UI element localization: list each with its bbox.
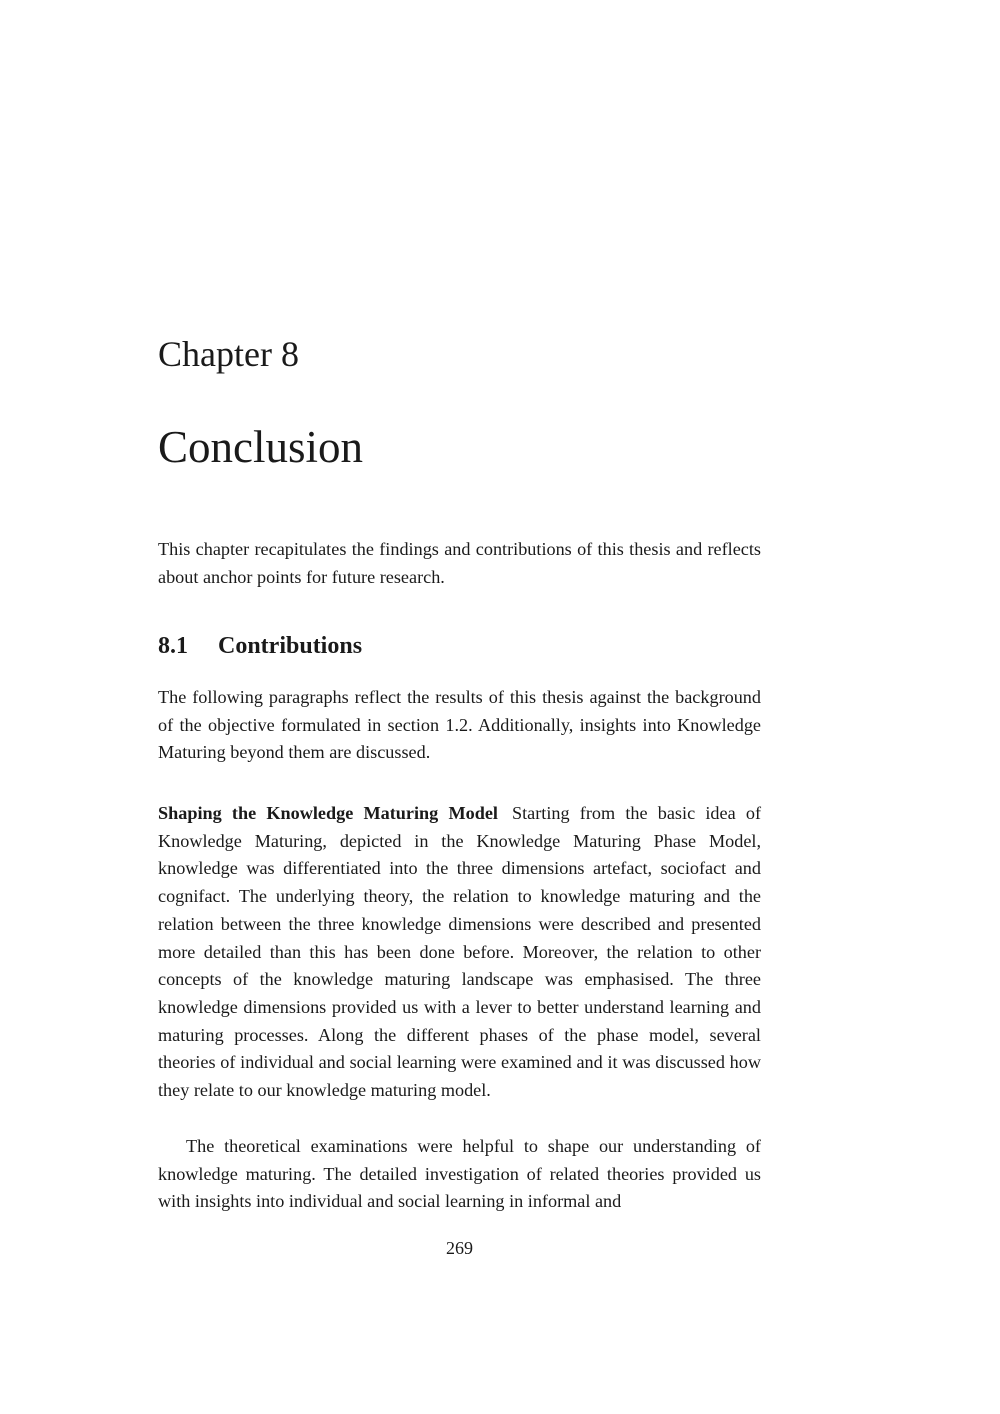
paragraph-2-text: Starting from the basic idea of Knowledge Maturing, depicted in the Knowledge Maturing Phase Model, knowledge was differentiated into the three dimensions artefact, sociofact and cognifact. The underlying theory, the relation to knowledge maturing and the relation between the three knowledge dimensions were described and presented more detailed than this has been done before. Moreover, the relation to other concepts of the knowledge maturing landscape was emphasised. The three knowledge dimensions provided us with a lever to better understand learning and maturing processes. Along the different phases of the phase model, several theories of individual and social learning were examined and it was discussed how they relate to our knowledge maturing model. bbox=[158, 803, 762, 1101]
page-number: 269 bbox=[446, 1238, 473, 1258]
chapter-label: Chapter 8 bbox=[158, 334, 299, 374]
section-heading bbox=[158, 630, 362, 662]
paragraph-3: The theoretical examinations were helpful to shape our understanding of knowledge maturing. The detailed investigation of related theories provided us with insights into individual and social learning in informal and bbox=[158, 1136, 761, 1212]
chapter-intro: This chapter recapitulates the findings and contributions of this thesis and reflects about anchor points for future research. bbox=[158, 539, 761, 587]
paragraph-1: The following paragraphs reflect the results of this thesis against the background of the objective formulated in section 1.2. Additionally, insights into Knowledge Maturing beyond them are discussed. bbox=[158, 687, 761, 763]
paragraph-2 bbox=[158, 800, 761, 1105]
paragraph-2-runin-heading: Shaping the Knowledge Maturing Model bbox=[158, 803, 498, 823]
section-title: Contributions bbox=[218, 633, 363, 659]
section-number: 8.1 bbox=[158, 633, 188, 659]
chapter-title: Conclusion bbox=[158, 422, 364, 472]
